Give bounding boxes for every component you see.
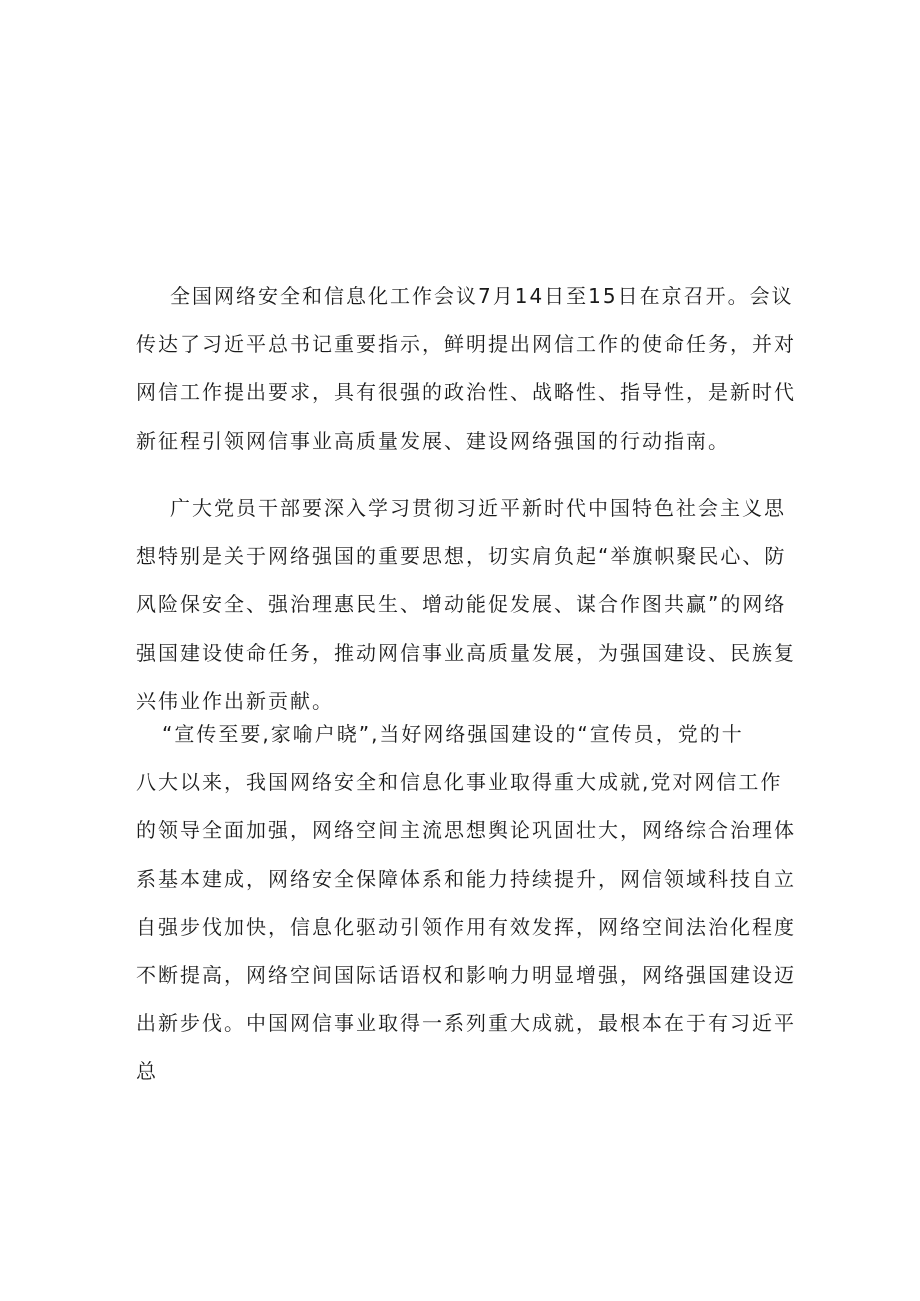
paragraph-party-members <box>136 484 796 725</box>
paragraph-meeting-summary <box>136 272 796 465</box>
paragraph-line: 网信工作提出要求，具有很强的政治性、战略性、指导性，是新时代 <box>136 380 796 405</box>
paragraph-line: 新征程引领网信事业高质量发展、建设网络强国的行动指南。 <box>136 428 730 453</box>
paragraph-line: 出新步伐。中国网信事业取得一系列重大成就，最根本在于有习近平 <box>136 1011 796 1036</box>
paragraph-line: 的领导全面加强，网络空间主流思想舆论巩固壮大，网络综合治理体 <box>136 818 796 843</box>
paragraph-line: 自强步伐加快，信息化驱动引领作用有效发挥，网络空间法治化程度 <box>136 914 796 939</box>
paragraph-line: 总 <box>136 1059 158 1084</box>
paragraph-line: 全国网络安全和信息化工作会议7月14日至15日在京召开。会议 <box>170 284 794 308</box>
paragraph-line: 兴伟业作出新贡献。 <box>136 688 334 713</box>
paragraph-line: 风险保安全、强治理惠民生、增动能促发展、谋合作图共赢”的网络 <box>136 592 787 617</box>
paragraph-line: 广大党员干部要深入学习贯彻习近平新时代中国特色社会主义思 <box>170 496 786 520</box>
paragraph-line: 系基本建成，网络安全保障体系和能力持续提升，网信领域科技自立 <box>136 866 796 891</box>
paragraph-line: 传达了习近平总书记重要指示，鲜明提出网信工作的使命任务，并对 <box>136 332 796 357</box>
paragraph-line: 想特别是关于网络强国的重要思想，切实肩负起“举旗帜聚民心、防 <box>136 544 787 569</box>
paragraph-line: 八大以来，我国网络安全和信息化事业取得重大成就,党对网信工作 <box>136 770 783 795</box>
paragraph-line: 强国建设使命任务，推动网信事业高质量发展，为强国建设、民族复 <box>136 640 796 665</box>
paragraph-line: “宣传至要,家喻户晓”,当好网络强国建设的“宣传员，党的十 <box>162 722 744 746</box>
paragraph-line: 不断提高，网络空间国际话语权和影响力明显增强，网络强国建设迈 <box>136 962 796 987</box>
paragraph-propaganda <box>136 710 796 1096</box>
